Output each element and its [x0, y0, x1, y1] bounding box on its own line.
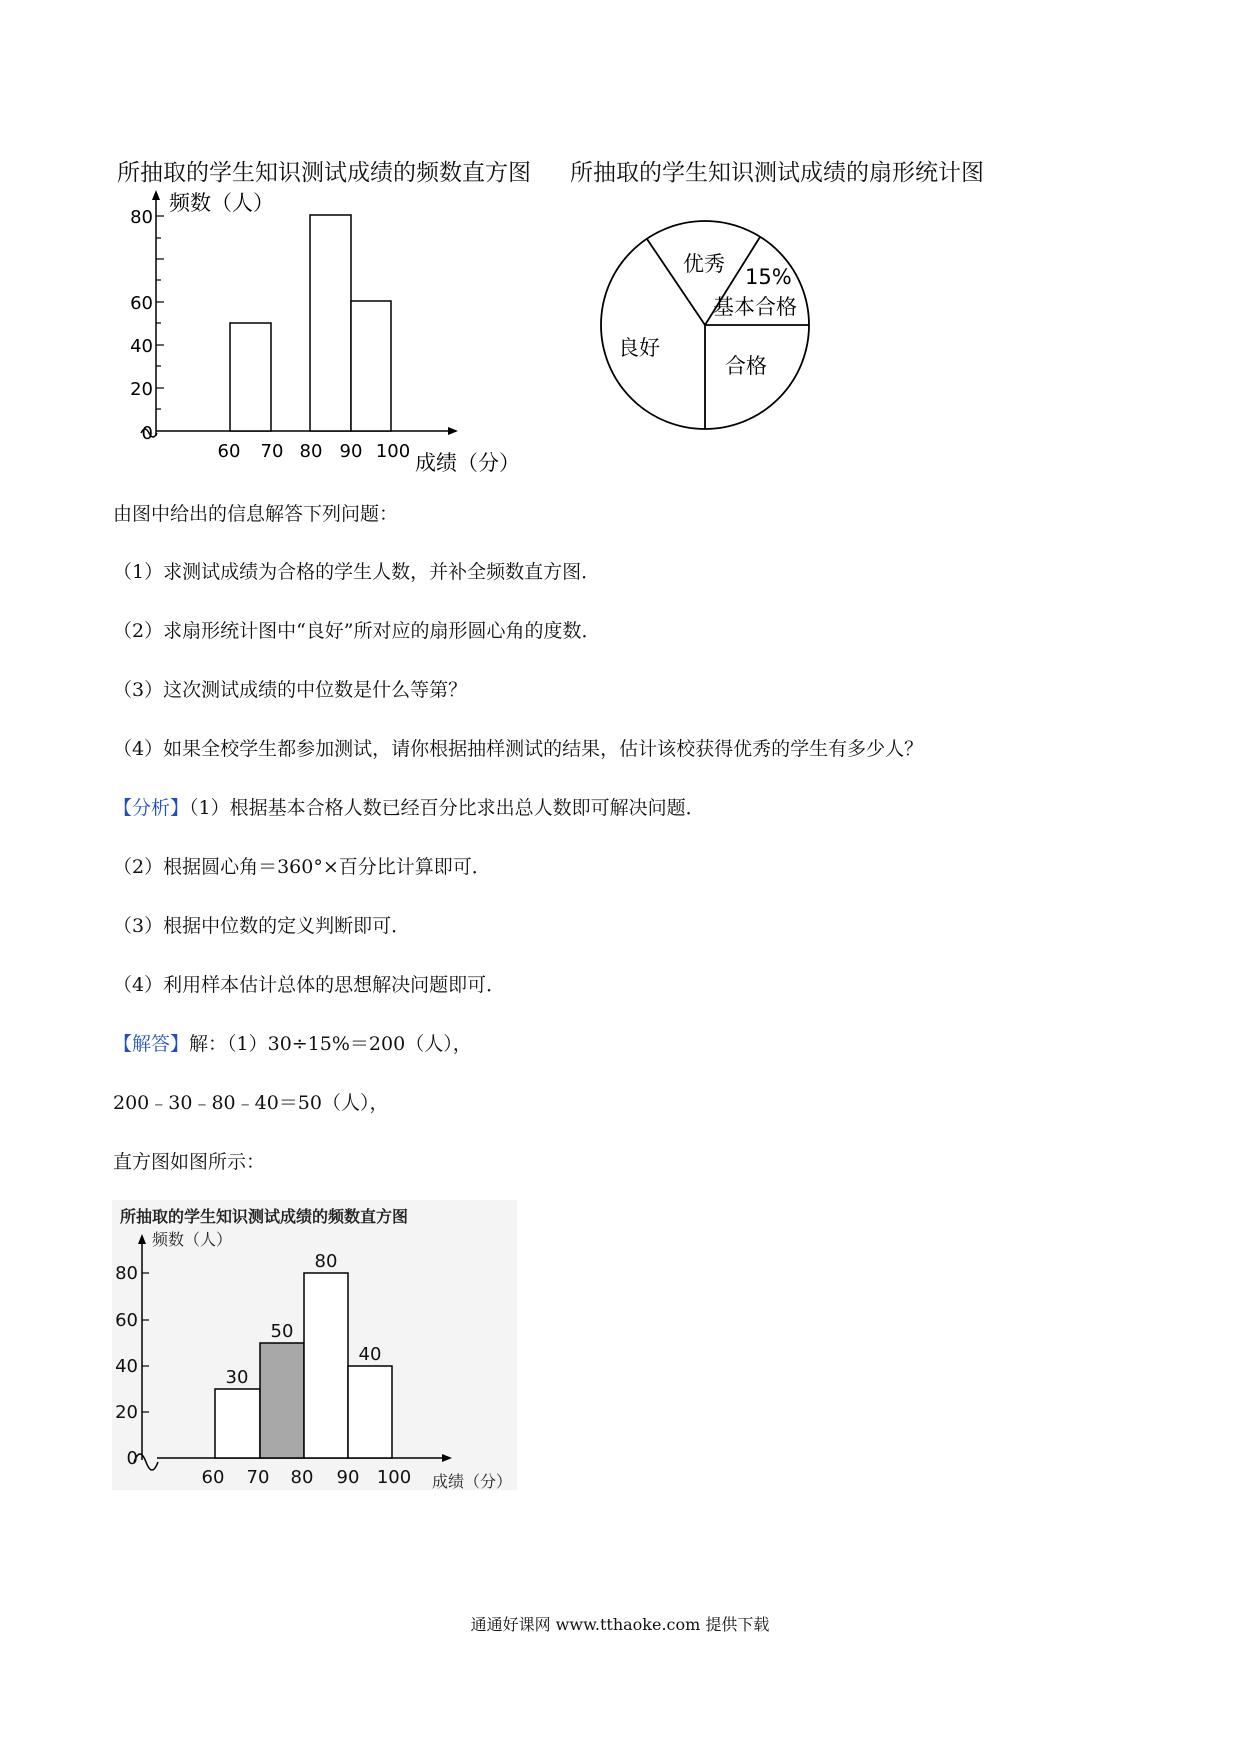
histogram2-title: 所抽取的学生知识测试成绩的频数直方图	[120, 1207, 409, 1226]
question-2: （2）求扇形统计图中“良好”所对应的扇形圆心角的度数．	[113, 620, 601, 642]
analysis-line-1	[113, 793, 705, 820]
pie-chart	[590, 210, 835, 455]
histogram1-ytick-60: 60	[130, 293, 153, 314]
histogram2-xtick-100: 100	[376, 1467, 412, 1488]
histogram1-xtick-90: 90	[339, 441, 363, 462]
analysis-tag: 【分析】	[113, 797, 190, 819]
histogram2-bar-label-50: 50	[270, 1321, 294, 1342]
analysis-3: （3）根据中位数的定义判断即可．	[113, 915, 411, 937]
histogram2-bar-90-100	[348, 1366, 392, 1458]
histogram2-bar-label-40: 40	[358, 1344, 382, 1365]
footer-text: 通通好课网 www.tthaoke.com 提供下载	[470, 1615, 770, 1634]
solution-3: 直方图如图所示：	[113, 1151, 266, 1173]
histogram1-bar-80-90	[310, 215, 351, 431]
pie-label-basic: 基本合格	[713, 295, 797, 319]
histogram2-bar-label-30: 30	[225, 1367, 249, 1388]
histogram1-xtick-60: 60	[217, 441, 241, 462]
histogram1-xtick-70: 70	[260, 441, 284, 462]
histogram1-title: 所抽取的学生知识测试成绩的频数直方图	[117, 160, 531, 186]
histogram2-bar-70-80-filled	[260, 1343, 304, 1458]
analysis-1: （1）根据基本合格人数已经百分比求出总人数即可解决问题．	[189, 797, 705, 819]
analysis-4: （4）利用样本估计总体的思想解决问题即可．	[113, 974, 506, 996]
histogram1-xtick-80: 80	[299, 441, 323, 462]
histogram1-ytick-40: 40	[130, 336, 153, 357]
histogram2-xtick-90: 90	[336, 1467, 360, 1488]
histogram2-xtick-60: 60	[201, 1467, 225, 1488]
histogram2-bar-60-70	[215, 1389, 260, 1458]
intro-text: 由图中给出的信息解答下列问题：	[113, 503, 399, 525]
histogram1-x-arrow	[448, 427, 458, 435]
histogram1-ylabel: 频数（人）	[169, 191, 274, 215]
histogram1-bar-60-70	[230, 323, 271, 431]
histogram1-xlabel: 成绩（分）	[415, 451, 520, 475]
histogram1-y-arrow	[152, 190, 160, 200]
histogram1-bar-90-100	[351, 301, 391, 431]
histogram2-xtick-80: 80	[290, 1467, 314, 1488]
pie-label-percent: 15%	[745, 265, 792, 289]
pie-label-excellent: 优秀	[683, 252, 725, 276]
histogram1-ytick-0: 0	[141, 423, 153, 444]
histogram2-ytick-40: 40	[115, 1356, 138, 1377]
histogram2-ytick-80: 80	[115, 1263, 138, 1284]
histogram1-xtick-100: 100	[375, 441, 411, 462]
histogram2-bar-label-80: 80	[314, 1251, 338, 1272]
histogram2-ytick-0: 0	[126, 1448, 138, 1469]
histogram1-chart	[115, 190, 545, 480]
histogram2-xtick-70: 70	[246, 1467, 270, 1488]
histogram1-ytick-20: 20	[130, 379, 153, 400]
pie-label-pass: 合格	[725, 354, 767, 378]
question-3: （3）这次测试成绩的中位数是什么等第？	[113, 679, 468, 701]
histogram2-xlabel: 成绩（分）	[432, 1472, 513, 1491]
analysis-2: （2）根据圆心角＝360°×百分比计算即可．	[113, 856, 491, 878]
histogram2-ytick-60: 60	[115, 1310, 138, 1331]
pie-title: 所抽取的学生知识测试成绩的扇形统计图	[570, 160, 984, 186]
solution-line-1	[113, 1029, 472, 1056]
solution-2: 200﹣30﹣80﹣40＝50（人），	[113, 1092, 389, 1114]
solution-1: 解：（1）30÷15%＝200（人），	[189, 1033, 472, 1055]
question-4: （4）如果全校学生都参加测试，请你根据抽样测试的结果，估计该校获得优秀的学生有多少人？	[113, 738, 924, 760]
question-1: （1）求测试成绩为合格的学生人数，并补全频数直方图．	[113, 561, 601, 583]
histogram2-bar-80-90	[304, 1273, 348, 1458]
histogram2-ytick-20: 20	[115, 1402, 138, 1423]
histogram2-chart	[112, 1200, 522, 1500]
histogram2-ylabel: 频数（人）	[152, 1230, 233, 1249]
solution-tag: 【解答】	[113, 1033, 190, 1055]
histogram1-ytick-80: 80	[130, 207, 153, 228]
pie-label-good: 良好	[618, 336, 660, 360]
